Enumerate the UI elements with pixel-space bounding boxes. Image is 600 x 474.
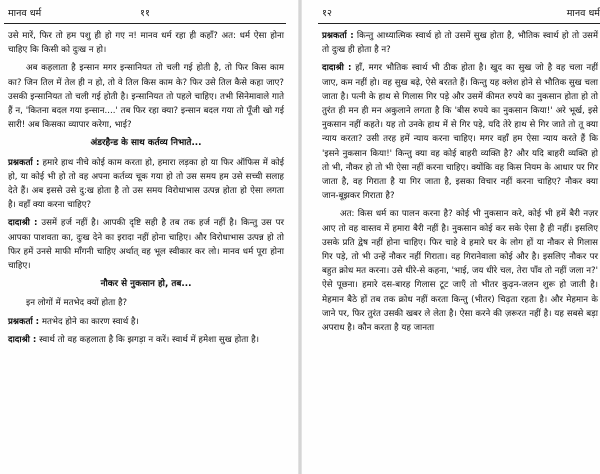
dialogue-text: हाँ, मगर भौतिक स्वार्थ भी ठीक होता है। खुद का सुख जो है वह चला नहीं जाए, कम नहीं हो। वह सुख बढ़े, ऐसे बरतते हैं। किन्तु यह क्लेश होने से भौतिक सुख चला जाता है। पत्नी के हाथ से गिलास गिर पड़े और उसमें कीमत रुपये का नुकसान होता हो तो तुरंत ही मन ही मन अकुलाने लगता है कि 'बीस रुपये का नुकसान किया!' अरे भूर्ख, इसे नुकसान नहीं कहते। यह तो उनके हाथ में से गिर पड़े, यदि तेरे हाथ से गिर जाते तो तू क्या न्याय करता? उसी तरह हमें न्याय करना चाहिए। मगर वहाँ हम ऐसा न्याय करते हैं कि 'इसने नुकसान किया!' किन्तु क्या वह कोई बाहरी व्यक्ति है? और यदि बाहरी व्यक्ति हो तो भी, नौकर हो तो भी ऐसा नहीं करना चाहिए। क्योंकि वह किस नियम के आधार पर गिर जाता है, वह गिराता है या गिर जाता है, इसका विचार नहीं करना चाहिए? नौकर क्या जान-बूझकर गिराता है?: [322, 63, 598, 202]
header-rule: [318, 23, 600, 24]
speaker-label: दादाश्री :: [322, 63, 352, 74]
section-heading: नौकर से नुकसान हो, तब...: [100, 279, 192, 290]
left-page: [4, 0, 286, 474]
dialogue-paragraph: [8, 333, 284, 347]
body-paragraph: अब कहलाता है इन्सान मगर इन्सानियत तो चली गई होती है, तो फिर किस काम का? जिन तिल में तेल ही न हो, तो वे तिल किस काम के? फिर उसे तिल कैसे कहा जाए? उसकी इन्सानियत तो चली गई होती है। इन्सानियत तो पहले चाहिए। तभी सिनेमावाले गाते हैं न, 'कितना बदल गया इन्सान....' तब फिर रहा क्या? इन्सान बदल गया तो पूँजी खो गई सारी! अब किसका व्यापार करेगा, भाई?: [8, 63, 284, 131]
dialogue-text: हमारे हाथ नीचे कोई काम करता हो, हमारा लड़का हो या फिर ऑफिस में कोई हो, या कोई भी हो तो वह अपना कर्तव्य चूक गया हो तो उस समय हम उसे सच्ची सलाह देते हैं। अब इससे उसे दु:ख होता है तो उस समय विरोधाभास उत्पन्न होता हो ऐसा लगता है। वहाँ क्या करना चाहिए?: [8, 157, 284, 211]
dialogue-text: किन्तु आध्यात्मिक स्वार्थ हो तो उसमें सुख होता है, भौतिक स्वार्थ हो तो उसमें तो दुःख ही होता है न?: [322, 31, 598, 56]
right-page: [318, 0, 600, 474]
dialogue-paragraph: [8, 315, 284, 329]
section-heading: अंडरहैन्ड के साथ कर्तव्य निभाते...: [90, 138, 202, 149]
left-page-body: [4, 29, 286, 347]
running-title: मानव धर्म: [566, 8, 600, 19]
dialogue-text: स्वार्थ तो वह कहलाता है कि झगड़ा न करें। स्वार्थ में हमेशा सुख होता है।: [39, 334, 259, 345]
left-page-header: [4, 6, 286, 21]
dialogue-text: उसमें हर्ज नहीं है। आपकी दृष्टि सही है तब तक हर्ज नहीं है। किन्तु उस पर आपका पाशवता का, दुःख देने का इरादा नहीं होना चाहिए। और विरोधाभास उत्पन्न हो तो फिर हमें उनसे माफी माँगनी चाहिए अर्थात् वह भूल स्वीकार कर लो। मानव धर्म पूरा होना चाहिए।: [8, 218, 284, 272]
body-paragraph: उसे मारें, फिर तो हम पशु ही हो गए न! मानव धर्म रहा ही कहाँ? अत: धर्म ऐसा होना चाहिए कि किसी को दुःख न हो।: [8, 31, 284, 56]
running-title: मानव धर्म: [8, 8, 42, 19]
body-paragraph: इन लोगों में मतभेद क्यों होता है?: [26, 298, 128, 309]
book-gutter: [298, 0, 302, 474]
right-page-body: [318, 29, 600, 335]
header-rule: [4, 23, 286, 24]
speaker-label: प्रश्नकर्ता :: [322, 31, 354, 41]
right-page-header: [318, 6, 600, 21]
dialogue-paragraph: [322, 29, 598, 57]
speaker-label: दादाश्री :: [8, 218, 38, 229]
page-number: १२: [322, 8, 332, 19]
dialogue-paragraph: [322, 61, 598, 203]
dialogue-text: मतभेद होने का कारण स्वार्थ है।: [41, 316, 139, 327]
speaker-label: प्रश्नकर्ता :: [8, 316, 40, 327]
page-number: ११: [140, 8, 150, 19]
dialogue-paragraph: [8, 156, 284, 213]
dialogue-paragraph: [8, 216, 284, 273]
speaker-label: दादाश्री :: [8, 334, 37, 345]
speaker-label: प्रश्नकर्ता :: [8, 157, 40, 168]
body-paragraph: अत: किस धर्म का पालन करना है? कोई भी नुकसान करे, कोई भी हमें बैरी नज़र आए तो वह वास्तव में हमारा बैरी नहीं है। नुकसान कोई कर सके ऐसा है ही नहीं। इसलिए उसके प्रति द्वेष नहीं होना चाहिए। फिर चाहे वे हमारे घर के लोग हों या नौकर से गिलास गिर पड़े, तो भी उन्हें नौकर नहीं गिराता। वह गिरानेवाला कोई और है। इसलिए नौकर पर बहुत क्रोध मत करना। उसे धीरे-से कहना, 'भाई, जय धीरे चल, तेरा पाँव तो नहीं जला न?' ऐसे पूछना। हमारे दस-बारह गिलास टूट जाएँ तो भीतर कुढ़न-जलन शुरू हो जाती है। मेहमान बैठे हों तब तक क्रोध नहीं करता किन्तु (भीतर) चिढ़ता रहता है। और मेहमान के जाने पर, फिर तुरंत उसकी खबर ले लेता है। ऐसा करने की ज़रूरत नहीं है। यह सबसे बड़ा अपराध है। कौन करता है यह जानता: [322, 209, 598, 334]
